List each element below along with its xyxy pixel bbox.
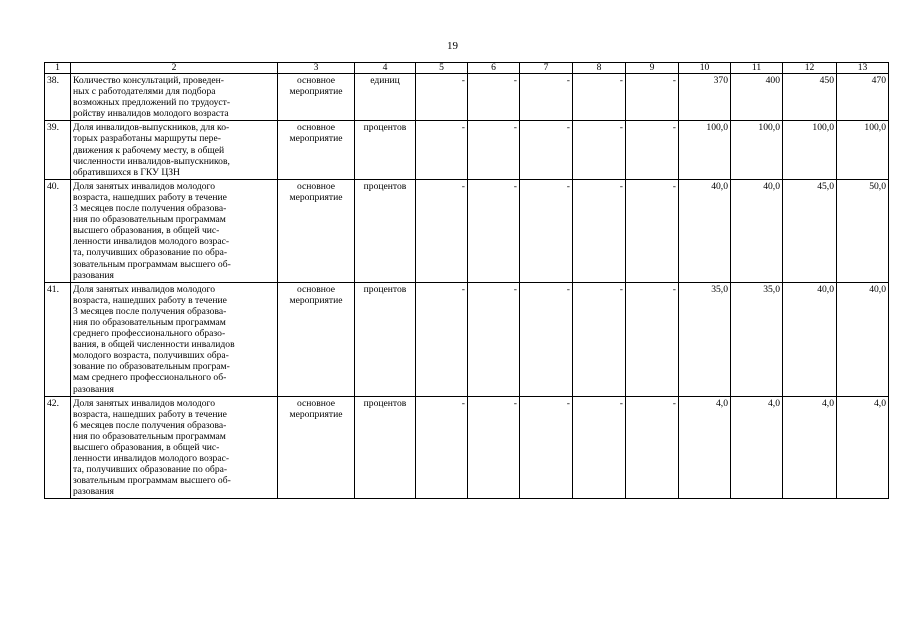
indicator-name: [71, 282, 278, 396]
event-type-line: основное: [296, 283, 336, 295]
value-cell: -: [520, 121, 573, 179]
indicator-name-line: ных с работодателями для подбора: [73, 86, 216, 98]
value-cell: 45,0: [783, 179, 837, 282]
header-row: [45, 63, 889, 74]
event-type-line: мероприятие: [289, 294, 343, 306]
value-cell: -: [573, 74, 626, 121]
indicator-name-line: высшего образования, в общей чис-: [73, 442, 220, 453]
row-number: 42.: [45, 396, 71, 499]
event-type: [278, 282, 355, 396]
value-cell: 40,0: [731, 179, 783, 282]
row-number: 41.: [45, 282, 71, 396]
row-number: 38.: [45, 74, 71, 121]
indicator-name-line: возраста, нашедших работу в течение: [73, 294, 227, 306]
event-type: [278, 74, 355, 121]
indicator-name-line: численности инвалидов-выпускников,: [73, 155, 230, 167]
indicator-name-line: движения к рабочему месту, в общей: [73, 144, 225, 156]
value-cell: -: [416, 121, 468, 179]
value-cell: 100,0: [679, 121, 731, 179]
unit-cell: единиц: [355, 74, 416, 121]
header-cell: 2: [71, 63, 278, 74]
event-type-line: мероприятие: [289, 86, 343, 98]
header-cell: 3: [278, 63, 355, 74]
indicator-name-line: разования: [73, 486, 114, 498]
indicator-name-line: зовательным программам высшего об-: [73, 475, 231, 487]
value-cell: 100,0: [731, 121, 783, 179]
value-cell: -: [520, 74, 573, 121]
value-cell: 40,0: [679, 179, 731, 282]
value-cell: -: [416, 396, 468, 499]
indicator-name-line: высшего образования, в общей чис-: [73, 225, 220, 237]
header-cell: 9: [626, 63, 679, 74]
indicator-name-line: Количество консультаций, проведен-: [73, 75, 224, 86]
header-cell: 1: [45, 63, 71, 74]
indicator-name-line: Доля занятых инвалидов молодого: [73, 180, 216, 192]
value-cell: -: [520, 396, 573, 499]
value-cell: 40,0: [783, 282, 837, 396]
header-cell: 12: [783, 63, 837, 74]
value-cell: -: [468, 74, 520, 121]
value-cell: -: [626, 121, 679, 179]
value-cell: -: [573, 396, 626, 499]
indicator-name-line: Доля занятых инвалидов молодого: [73, 397, 216, 409]
value-cell: -: [626, 396, 679, 499]
unit-cell: процентов: [355, 121, 416, 179]
value-cell: 4,0: [783, 396, 837, 499]
indicator-name-line: ния по образовательным программам: [73, 214, 226, 226]
header-cell: 5: [416, 63, 468, 74]
value-cell: 35,0: [731, 282, 783, 396]
value-cell: 4,0: [837, 396, 889, 499]
event-type: [278, 179, 355, 282]
value-cell: -: [468, 396, 520, 499]
indicator-name: [71, 74, 278, 121]
value-cell: -: [626, 74, 679, 121]
value-cell: -: [520, 282, 573, 396]
indicator-name-line: 6 месяцев после получения образова-: [73, 419, 227, 431]
indicator-name-line: 3 месяцев после получения образова-: [73, 305, 227, 317]
event-type: [278, 396, 355, 499]
value-cell: -: [468, 282, 520, 396]
indicator-name-line: торых разработаны маршруты пере-: [73, 133, 221, 145]
header-cell: 10: [679, 63, 731, 74]
indicator-name-line: ленности инвалидов молодого возрас-: [73, 453, 230, 465]
indicator-name-line: мам среднего профессионального об-: [73, 372, 227, 384]
row-number: 39.: [45, 121, 71, 179]
indicator-name: [71, 396, 278, 499]
indicator-name-line: зование по образовательным програм-: [73, 361, 230, 373]
indicator-name-line: ния по образовательным программам: [73, 316, 226, 328]
indicator-name-line: та, получивших образование по обра-: [73, 464, 228, 476]
header-cell: 7: [520, 63, 573, 74]
value-cell: 450: [783, 74, 837, 121]
event-type-line: основное: [296, 397, 336, 409]
event-type-line: основное: [296, 180, 336, 192]
value-cell: -: [520, 179, 573, 282]
event-type: [278, 121, 355, 179]
value-cell: -: [468, 121, 520, 179]
indicator-name-line: Доля инвалидов-выпускников, для ко-: [73, 122, 230, 134]
header-cell: 13: [837, 63, 889, 74]
header-cell: 8: [573, 63, 626, 74]
value-cell: 35,0: [679, 282, 731, 396]
indicator-name-line: разования: [73, 269, 114, 281]
value-cell: 400: [731, 74, 783, 121]
value-cell: -: [626, 179, 679, 282]
value-cell: 4,0: [679, 396, 731, 499]
indicator-name-line: разования: [73, 383, 114, 395]
table-row: [45, 74, 889, 121]
table-row: [45, 179, 889, 282]
value-cell: 50,0: [837, 179, 889, 282]
indicator-name-line: Доля занятых инвалидов молодого: [73, 283, 216, 295]
unit-cell: процентов: [355, 179, 416, 282]
indicator-name-line: среднего профессионального образо-: [73, 328, 226, 340]
value-cell: -: [416, 282, 468, 396]
header-cell: 6: [468, 63, 520, 74]
unit-cell: процентов: [355, 396, 416, 499]
value-cell: 100,0: [837, 121, 889, 179]
value-cell: 4,0: [731, 396, 783, 499]
event-type-line: мероприятие: [289, 191, 343, 203]
value-cell: -: [626, 282, 679, 396]
indicator-name-line: ройству инвалидов молодого возраста: [73, 108, 229, 120]
event-type-line: основное: [296, 75, 336, 86]
header-cell: 4: [355, 63, 416, 74]
value-cell: -: [416, 179, 468, 282]
event-type-line: мероприятие: [289, 408, 343, 420]
value-cell: -: [416, 74, 468, 121]
value-cell: -: [573, 179, 626, 282]
indicator-name-line: вания, в общей численности инвалидов: [73, 339, 235, 351]
indicator-name-line: возраста, нашедших работу в течение: [73, 408, 227, 420]
indicator-name: [71, 179, 278, 282]
header-cell: 11: [731, 63, 783, 74]
indicator-name-line: ленности инвалидов молодого возрас-: [73, 236, 230, 248]
table-row: [45, 282, 889, 396]
indicator-name-line: обратившихся в ГКУ ЦЗН: [73, 166, 180, 178]
indicator-name: [71, 121, 278, 179]
indicator-name-line: молодого возраста, получивших обра-: [73, 350, 229, 362]
unit-cell: процентов: [355, 282, 416, 396]
value-cell: -: [573, 282, 626, 396]
indicators-table: [44, 62, 889, 499]
indicator-name-line: та, получивших образование по обра-: [73, 247, 228, 259]
event-type-line: основное: [296, 122, 336, 134]
value-cell: 40,0: [837, 282, 889, 396]
value-cell: 100,0: [783, 121, 837, 179]
table-row: [45, 396, 889, 499]
row-number: 40.: [45, 179, 71, 282]
value-cell: -: [468, 179, 520, 282]
event-type-line: мероприятие: [289, 133, 343, 145]
indicator-name-line: возможных предложений по трудоуст-: [73, 97, 231, 109]
value-cell: 470: [837, 74, 889, 121]
indicator-name-line: зовательным программам высшего об-: [73, 258, 231, 270]
indicator-name-line: ния по образовательным программам: [73, 430, 226, 442]
table-row: [45, 121, 889, 179]
page-number: 19: [447, 40, 458, 52]
value-cell: -: [573, 121, 626, 179]
indicator-name-line: 3 месяцев после получения образова-: [73, 203, 227, 215]
value-cell: 370: [679, 74, 731, 121]
indicator-name-line: возраста, нашедших работу в течение: [73, 191, 227, 203]
